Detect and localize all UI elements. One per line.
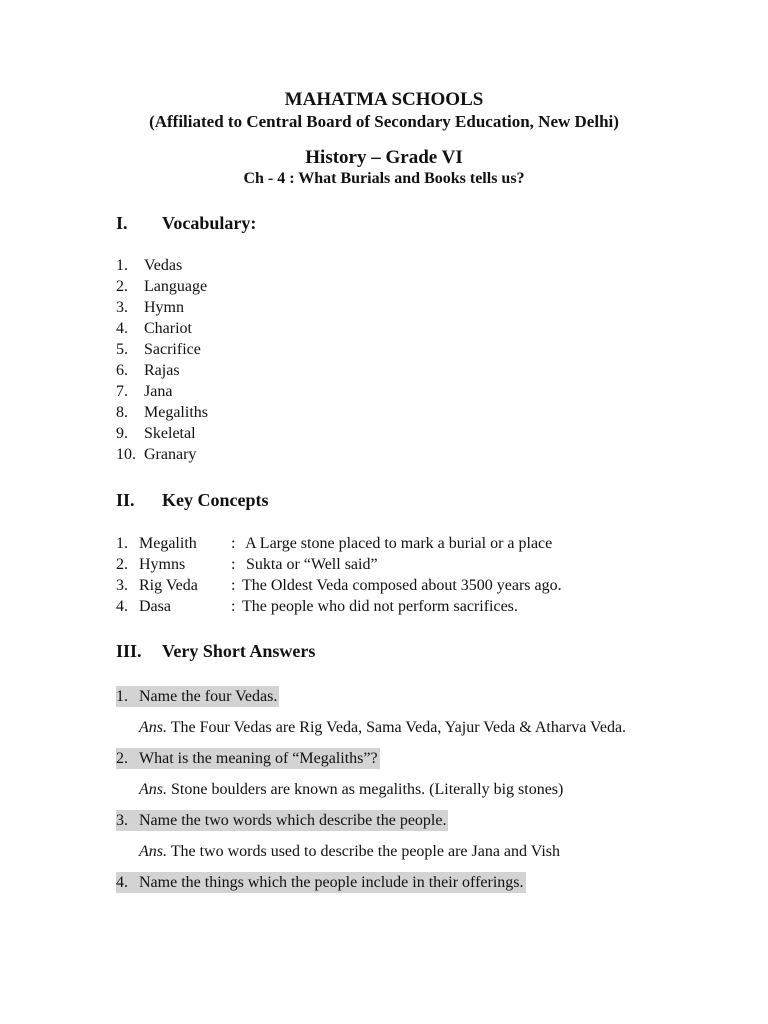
concept-term: Megalith <box>139 535 197 552</box>
item-number: 4. <box>116 598 128 615</box>
vocab-word: Skeletal <box>144 425 196 442</box>
section-number: II. <box>116 490 135 510</box>
list-item <box>116 297 208 318</box>
question-text: Name the things which the people include in their offerings. <box>139 874 524 891</box>
answer-text: Stone boulders are known as megaliths. (Literally big stones) <box>167 781 564 798</box>
section-heading-vocabulary <box>116 212 256 234</box>
concept-definition: Sukta or “Well said” <box>242 556 378 573</box>
list-item <box>116 444 208 465</box>
section-heading-very-short-answers <box>116 640 315 662</box>
answer-label: Ans. <box>139 719 167 736</box>
subject-title: History – Grade VI <box>305 147 463 168</box>
section-title: Very Short Answers <box>162 641 316 661</box>
item-number: 10. <box>116 446 136 463</box>
question-number: 1. <box>116 688 128 705</box>
list-item <box>116 381 208 402</box>
answer-text: The two words used to describe the people are Jana and Vish <box>167 843 561 860</box>
qa-item <box>116 748 676 800</box>
list-item <box>116 318 208 339</box>
concept-definition: The people who did not perform sacrifices. <box>242 598 518 615</box>
question <box>116 686 279 707</box>
item-number: 9. <box>116 425 128 442</box>
list-item <box>116 360 208 381</box>
vocab-word: Chariot <box>144 320 192 337</box>
section-title: Vocabulary: <box>162 213 257 233</box>
question-text: Name the two words which describe the people. <box>139 812 447 829</box>
item-number: 3. <box>116 299 128 316</box>
item-number: 1. <box>116 257 128 274</box>
section-number: III. <box>116 641 142 661</box>
list-item <box>116 339 208 360</box>
concept-definition: The Oldest Veda composed about 3500 years ago. <box>242 577 562 594</box>
list-item <box>116 255 208 276</box>
section-heading-key-concepts <box>116 489 269 511</box>
item-number: 7. <box>116 383 128 400</box>
item-number: 2. <box>116 278 128 295</box>
vocab-word: Rajas <box>144 362 180 379</box>
document-header <box>0 88 768 189</box>
school-name: MAHATMA SCHOOLS <box>284 89 484 110</box>
list-item <box>116 402 208 423</box>
question-answer-list <box>116 686 676 903</box>
vocab-word: Megaliths <box>144 404 208 421</box>
vocab-word: Granary <box>144 446 197 463</box>
question-number: 2. <box>116 750 128 767</box>
answer-text: The Four Vedas are Rig Veda, Sama Veda, Yajur Veda & Atharva Veda. <box>167 719 627 736</box>
section-title: Key Concepts <box>162 490 269 510</box>
list-item <box>116 533 562 554</box>
vocabulary-list <box>116 255 208 465</box>
item-number: 2. <box>116 556 128 573</box>
key-concepts-list <box>116 533 562 617</box>
section-number: I. <box>116 213 128 233</box>
question-text: What is the meaning of “Megaliths”? <box>139 750 378 767</box>
list-item <box>116 423 208 444</box>
question <box>116 872 526 893</box>
question <box>116 748 380 769</box>
question-number: 4. <box>116 874 128 891</box>
concept-definition: A Large stone placed to mark a burial or a place <box>242 535 553 552</box>
vocab-word: Jana <box>144 383 173 400</box>
colon-separator: : <box>231 577 236 594</box>
vocab-word: Sacrifice <box>144 341 201 358</box>
item-number: 5. <box>116 341 128 358</box>
list-item <box>116 276 208 297</box>
vocab-word: Vedas <box>144 257 183 274</box>
chapter-title: Ch - 4 : What Burials and Books tells us? <box>243 170 525 187</box>
qa-item <box>116 872 676 893</box>
list-item <box>116 596 562 617</box>
list-item <box>116 554 562 575</box>
list-item <box>116 575 562 596</box>
item-number: 1. <box>116 535 128 552</box>
answer-label: Ans. <box>139 843 167 860</box>
answer <box>116 841 676 862</box>
vocab-word: Hymn <box>144 299 184 316</box>
affiliation-line: (Affiliated to Central Board of Secondary Education, New Delhi) <box>149 112 619 131</box>
colon-separator: : <box>231 598 236 615</box>
question <box>116 810 448 831</box>
answer-label: Ans. <box>139 781 167 798</box>
item-number: 6. <box>116 362 128 379</box>
answer <box>116 779 676 800</box>
item-number: 4. <box>116 320 128 337</box>
colon-separator: : <box>231 556 236 573</box>
question-number: 3. <box>116 812 128 829</box>
qa-item <box>116 810 676 862</box>
concept-term: Dasa <box>139 598 171 615</box>
answer <box>116 717 676 738</box>
qa-item <box>116 686 676 738</box>
item-number: 3. <box>116 577 128 594</box>
concept-term: Hymns <box>139 556 186 573</box>
colon-separator: : <box>231 535 236 552</box>
concept-term: Rig Veda <box>139 577 198 594</box>
vocab-word: Language <box>144 278 208 295</box>
item-number: 8. <box>116 404 128 421</box>
question-text: Name the four Vedas. <box>139 688 278 705</box>
